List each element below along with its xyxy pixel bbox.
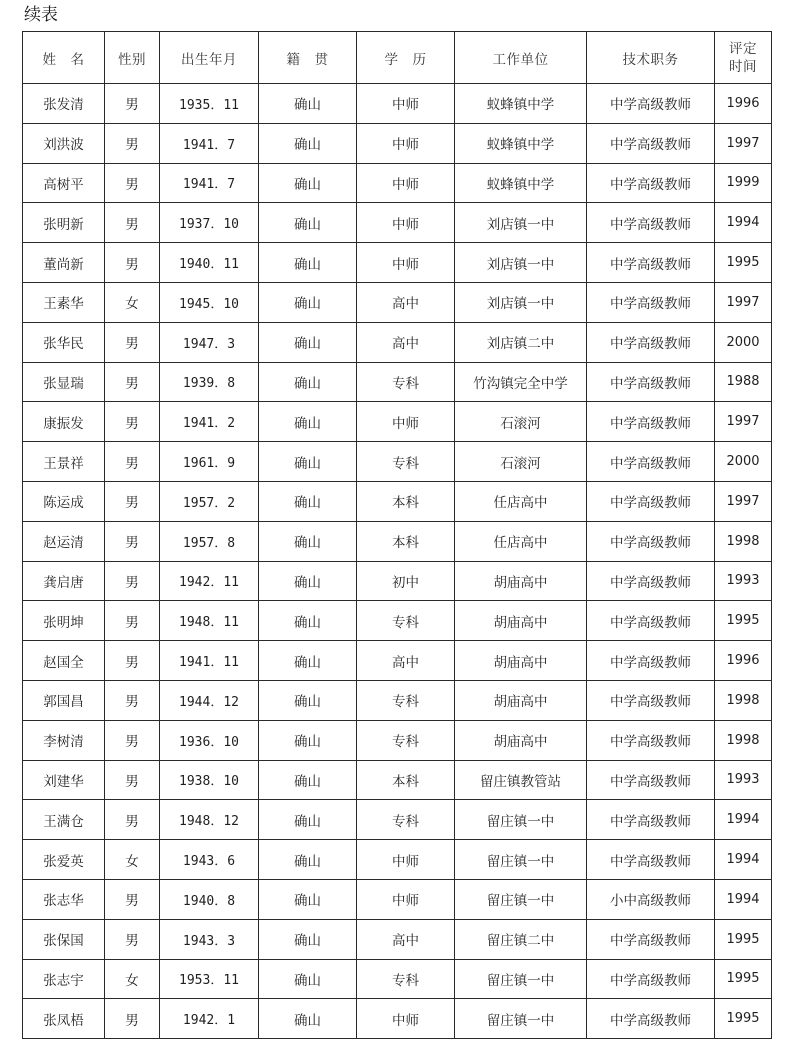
table-row (23, 322, 772, 362)
birth-date-cell: 1941．11 (160, 641, 259, 681)
work-unit-cell: 留庄镇一中 (455, 879, 587, 919)
education-cell: 中师 (357, 402, 455, 442)
work-unit-cell: 蚁蜂镇中学 (455, 84, 587, 124)
native-place-cell: 确山 (259, 123, 357, 163)
education-cell: 中师 (357, 84, 455, 124)
technical-title-cell: 中学高级教师 (587, 561, 715, 601)
native-place-cell: 确山 (259, 561, 357, 601)
gender-cell: 男 (105, 362, 160, 402)
rating-year-cell: 1998 (715, 521, 772, 561)
native-place-cell: 确山 (259, 800, 357, 840)
native-place-cell: 确山 (259, 959, 357, 999)
technical-title-cell: 中学高级教师 (587, 203, 715, 243)
birth-date-cell: 1953．11 (160, 959, 259, 999)
teacher-roster-table (22, 31, 772, 1039)
work-unit-cell: 胡庙高中 (455, 561, 587, 601)
education-cell: 专科 (357, 601, 455, 641)
header-work-unit: 工作单位 (455, 32, 587, 84)
birth-date-cell: 1957．2 (160, 481, 259, 521)
technical-title-cell: 中学高级教师 (587, 84, 715, 124)
table-row (23, 163, 772, 203)
work-unit-cell: 蚁蜂镇中学 (455, 123, 587, 163)
birth-date-cell: 1944．12 (160, 680, 259, 720)
gender-cell: 男 (105, 680, 160, 720)
header-education: 学 历 (357, 32, 455, 84)
name-cell: 刘洪波 (23, 123, 105, 163)
technical-title-cell: 中学高级教师 (587, 919, 715, 959)
gender-cell: 男 (105, 481, 160, 521)
technical-title-cell: 中学高级教师 (587, 282, 715, 322)
name-cell: 张明坤 (23, 601, 105, 641)
native-place-cell: 确山 (259, 203, 357, 243)
work-unit-cell: 刘店镇一中 (455, 243, 587, 283)
table-row (23, 561, 772, 601)
table-row (23, 282, 772, 322)
name-cell: 张爱英 (23, 840, 105, 880)
birth-date-cell: 1935．11 (160, 84, 259, 124)
table-row (23, 362, 772, 402)
name-cell: 王景祥 (23, 442, 105, 482)
native-place-cell: 确山 (259, 879, 357, 919)
rating-year-cell: 2000 (715, 322, 772, 362)
technical-title-cell: 中学高级教师 (587, 362, 715, 402)
name-cell: 龚启唐 (23, 561, 105, 601)
table-row (23, 959, 772, 999)
name-cell: 张明新 (23, 203, 105, 243)
rating-year-cell: 1994 (715, 800, 772, 840)
education-cell: 中师 (357, 879, 455, 919)
technical-title-cell: 中学高级教师 (587, 601, 715, 641)
birth-date-cell: 1943．3 (160, 919, 259, 959)
table-row (23, 243, 772, 283)
header-name: 姓 名 (23, 32, 105, 84)
technical-title-cell: 中学高级教师 (587, 840, 715, 880)
table-row (23, 680, 772, 720)
work-unit-cell: 石滚河 (455, 402, 587, 442)
education-cell: 本科 (357, 481, 455, 521)
native-place-cell: 确山 (259, 442, 357, 482)
rating-year-cell: 1988 (715, 362, 772, 402)
native-place-cell: 确山 (259, 322, 357, 362)
name-cell: 张志宇 (23, 959, 105, 999)
education-cell: 高中 (357, 322, 455, 362)
name-cell: 刘建华 (23, 760, 105, 800)
header-technical-title: 技术职务 (587, 32, 715, 84)
rating-year-cell: 1996 (715, 84, 772, 124)
education-cell: 中师 (357, 123, 455, 163)
gender-cell: 男 (105, 442, 160, 482)
native-place-cell: 确山 (259, 362, 357, 402)
table-row (23, 601, 772, 641)
gender-cell: 男 (105, 84, 160, 124)
technical-title-cell: 中学高级教师 (587, 163, 715, 203)
rating-year-cell: 1998 (715, 680, 772, 720)
gender-cell: 男 (105, 641, 160, 681)
education-cell: 专科 (357, 680, 455, 720)
rating-year-cell: 1995 (715, 999, 772, 1039)
rating-year-cell: 1994 (715, 840, 772, 880)
gender-cell: 男 (105, 243, 160, 283)
rating-year-cell: 1994 (715, 879, 772, 919)
table-caption: 续表 (24, 5, 58, 25)
technical-title-cell: 中学高级教师 (587, 521, 715, 561)
technical-title-cell: 中学高级教师 (587, 641, 715, 681)
work-unit-cell: 留庄镇一中 (455, 800, 587, 840)
work-unit-cell: 石滚河 (455, 442, 587, 482)
gender-cell: 男 (105, 521, 160, 561)
name-cell: 赵运清 (23, 521, 105, 561)
rating-year-cell: 1997 (715, 402, 772, 442)
education-cell: 高中 (357, 641, 455, 681)
birth-date-cell: 1941．2 (160, 402, 259, 442)
technical-title-cell: 中学高级教师 (587, 800, 715, 840)
rating-year-cell: 1993 (715, 760, 772, 800)
technical-title-cell: 中学高级教师 (587, 999, 715, 1039)
name-cell: 张显瑞 (23, 362, 105, 402)
table-row (23, 402, 772, 442)
name-cell: 张华民 (23, 322, 105, 362)
birth-date-cell: 1936．10 (160, 720, 259, 760)
native-place-cell: 确山 (259, 282, 357, 322)
native-place-cell: 确山 (259, 84, 357, 124)
technical-title-cell: 中学高级教师 (587, 959, 715, 999)
name-cell: 张发清 (23, 84, 105, 124)
birth-date-cell: 1948．11 (160, 601, 259, 641)
name-cell: 赵国全 (23, 641, 105, 681)
name-cell: 张凤梧 (23, 999, 105, 1039)
work-unit-cell: 竹沟镇完全中学 (455, 362, 587, 402)
gender-cell: 男 (105, 123, 160, 163)
native-place-cell: 确山 (259, 999, 357, 1039)
table-row (23, 481, 772, 521)
table-row (23, 800, 772, 840)
work-unit-cell: 胡庙高中 (455, 720, 587, 760)
rating-year-cell: 2000 (715, 442, 772, 482)
rating-year-cell: 1997 (715, 282, 772, 322)
work-unit-cell: 刘店镇二中 (455, 322, 587, 362)
birth-date-cell: 1947．3 (160, 322, 259, 362)
technical-title-cell: 中学高级教师 (587, 720, 715, 760)
technical-title-cell: 中学高级教师 (587, 442, 715, 482)
native-place-cell: 确山 (259, 680, 357, 720)
technical-title-cell: 中学高级教师 (587, 760, 715, 800)
name-cell: 张志华 (23, 879, 105, 919)
education-cell: 中师 (357, 203, 455, 243)
gender-cell: 男 (105, 601, 160, 641)
gender-cell: 男 (105, 163, 160, 203)
table-row (23, 641, 772, 681)
education-cell: 中师 (357, 840, 455, 880)
technical-title-cell: 中学高级教师 (587, 680, 715, 720)
education-cell: 高中 (357, 282, 455, 322)
table-row (23, 919, 772, 959)
rating-year-cell: 1996 (715, 641, 772, 681)
gender-cell: 女 (105, 840, 160, 880)
name-cell: 郭国昌 (23, 680, 105, 720)
rating-year-cell: 1993 (715, 561, 772, 601)
birth-date-cell: 1957．8 (160, 521, 259, 561)
education-cell: 初中 (357, 561, 455, 601)
gender-cell: 男 (105, 322, 160, 362)
birth-date-cell: 1941．7 (160, 123, 259, 163)
table-header-row (23, 32, 772, 84)
work-unit-cell: 留庄镇一中 (455, 959, 587, 999)
rating-year-cell: 1997 (715, 481, 772, 521)
education-cell: 专科 (357, 720, 455, 760)
native-place-cell: 确山 (259, 163, 357, 203)
education-cell: 本科 (357, 521, 455, 561)
work-unit-cell: 刘店镇一中 (455, 282, 587, 322)
name-cell: 陈运成 (23, 481, 105, 521)
birth-date-cell: 1940．11 (160, 243, 259, 283)
table-row (23, 879, 772, 919)
rating-year-cell: 1998 (715, 720, 772, 760)
technical-title-cell: 中学高级教师 (587, 481, 715, 521)
native-place-cell: 确山 (259, 720, 357, 760)
education-cell: 中师 (357, 163, 455, 203)
rating-year-cell: 1997 (715, 123, 772, 163)
table-row (23, 521, 772, 561)
header-birth-date: 出生年月 (160, 32, 259, 84)
birth-date-cell: 1940．8 (160, 879, 259, 919)
work-unit-cell: 刘店镇一中 (455, 203, 587, 243)
native-place-cell: 确山 (259, 760, 357, 800)
header-rating-time: 评定 时间 (715, 32, 772, 84)
gender-cell: 男 (105, 561, 160, 601)
table-row (23, 999, 772, 1039)
name-cell: 张保国 (23, 919, 105, 959)
table-row (23, 123, 772, 163)
table-row (23, 760, 772, 800)
rating-year-cell: 1995 (715, 919, 772, 959)
name-cell: 董尚新 (23, 243, 105, 283)
rating-year-cell: 1994 (715, 203, 772, 243)
work-unit-cell: 胡庙高中 (455, 680, 587, 720)
work-unit-cell: 胡庙高中 (455, 641, 587, 681)
technical-title-cell: 中学高级教师 (587, 402, 715, 442)
work-unit-cell: 留庄镇一中 (455, 999, 587, 1039)
table-row (23, 203, 772, 243)
birth-date-cell: 1961．9 (160, 442, 259, 482)
work-unit-cell: 留庄镇教管站 (455, 760, 587, 800)
education-cell: 中师 (357, 999, 455, 1039)
birth-date-cell: 1948．12 (160, 800, 259, 840)
name-cell: 王素华 (23, 282, 105, 322)
birth-date-cell: 1943．6 (160, 840, 259, 880)
technical-title-cell: 小中高级教师 (587, 879, 715, 919)
gender-cell: 男 (105, 879, 160, 919)
table-body (23, 84, 772, 1039)
rating-year-cell: 1999 (715, 163, 772, 203)
table-row (23, 442, 772, 482)
education-cell: 专科 (357, 442, 455, 482)
work-unit-cell: 蚁蜂镇中学 (455, 163, 587, 203)
gender-cell: 男 (105, 919, 160, 959)
name-cell: 李树清 (23, 720, 105, 760)
gender-cell: 女 (105, 959, 160, 999)
native-place-cell: 确山 (259, 641, 357, 681)
work-unit-cell: 留庄镇二中 (455, 919, 587, 959)
name-cell: 康振发 (23, 402, 105, 442)
education-cell: 专科 (357, 959, 455, 999)
name-cell: 王满仓 (23, 800, 105, 840)
education-cell: 专科 (357, 362, 455, 402)
table-row (23, 840, 772, 880)
birth-date-cell: 1939．8 (160, 362, 259, 402)
native-place-cell: 确山 (259, 481, 357, 521)
education-cell: 本科 (357, 760, 455, 800)
gender-cell: 男 (105, 203, 160, 243)
table-row (23, 84, 772, 124)
gender-cell: 女 (105, 282, 160, 322)
birth-date-cell: 1945．10 (160, 282, 259, 322)
gender-cell: 男 (105, 720, 160, 760)
native-place-cell: 确山 (259, 243, 357, 283)
birth-date-cell: 1942．11 (160, 561, 259, 601)
birth-date-cell: 1942．1 (160, 999, 259, 1039)
native-place-cell: 确山 (259, 840, 357, 880)
education-cell: 中师 (357, 243, 455, 283)
work-unit-cell: 胡庙高中 (455, 601, 587, 641)
name-cell: 高树平 (23, 163, 105, 203)
gender-cell: 男 (105, 800, 160, 840)
education-cell: 专科 (357, 800, 455, 840)
gender-cell: 男 (105, 402, 160, 442)
work-unit-cell: 任店高中 (455, 481, 587, 521)
header-gender: 性别 (105, 32, 160, 84)
gender-cell: 男 (105, 760, 160, 800)
native-place-cell: 确山 (259, 521, 357, 561)
work-unit-cell: 任店高中 (455, 521, 587, 561)
technical-title-cell: 中学高级教师 (587, 243, 715, 283)
technical-title-cell: 中学高级教师 (587, 123, 715, 163)
native-place-cell: 确山 (259, 601, 357, 641)
technical-title-cell: 中学高级教师 (587, 322, 715, 362)
work-unit-cell: 留庄镇一中 (455, 840, 587, 880)
birth-date-cell: 1941．7 (160, 163, 259, 203)
header-native-place: 籍 贯 (259, 32, 357, 84)
native-place-cell: 确山 (259, 919, 357, 959)
native-place-cell: 确山 (259, 402, 357, 442)
education-cell: 高中 (357, 919, 455, 959)
rating-year-cell: 1995 (715, 243, 772, 283)
birth-date-cell: 1937．10 (160, 203, 259, 243)
gender-cell: 男 (105, 999, 160, 1039)
rating-year-cell: 1995 (715, 959, 772, 999)
table-row (23, 720, 772, 760)
birth-date-cell: 1938．10 (160, 760, 259, 800)
rating-year-cell: 1995 (715, 601, 772, 641)
